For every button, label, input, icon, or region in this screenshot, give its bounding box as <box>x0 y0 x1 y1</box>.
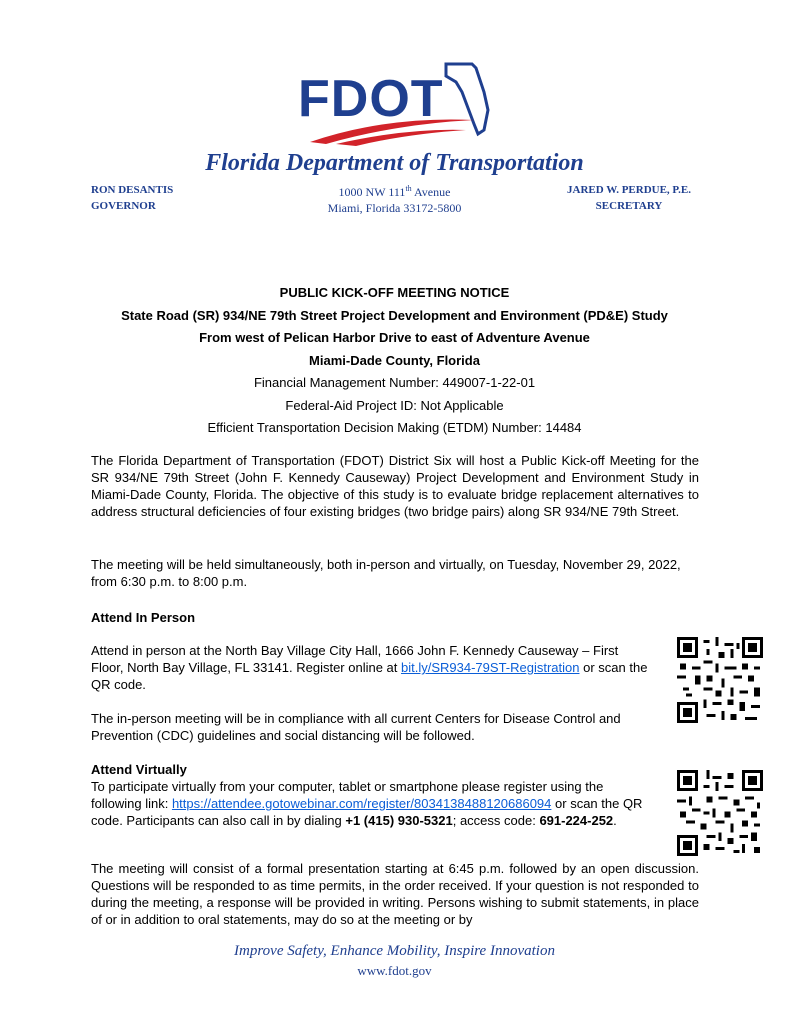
access-code: 691-224-252 <box>539 813 614 828</box>
secretary-title: SECRETARY <box>595 200 663 212</box>
address-line1: 1000 NW 111th Avenue <box>338 184 451 199</box>
virtual-paragraph: To participate virtually from your computer, tablet or smartphone please register using the following link: https://attendee.gotowebinar.com/register/8034138488120686094 or scan the QR code. Participants can also call in by dialing +1 (415) 930-5321; access code: 691-224-252. <box>91 779 643 828</box>
attend-in-person-heading: Attend In Person <box>91 610 196 625</box>
intro-paragraph: The Florida Department of Transportation (FDOT) District Six will host a Public Kick-off Meeting for the SR 934/NE 79th Street (John F. Kennedy Causeway) Project Development and Environment Study in Miami-Dade County, Florida. The objective of this study is to evaluate bridge replacement alternatives to address structural deficiencies of four existing bridges (two bridge pairs) along SR 934/NE 79th Street. <box>91 453 699 519</box>
logo-text: FDOT <box>298 70 444 128</box>
governor-name: RON DESANTIS <box>91 184 174 196</box>
notice-header <box>0 282 789 440</box>
project-name: State Road (SR) 934/NE 79th Street Project Development and Environment (PD&E) Study <box>121 307 668 323</box>
notice-title: PUBLIC KICK-OFF MEETING NOTICE <box>279 285 510 300</box>
project-limits: From west of Pelican Harbor Drive to east of Adventure Avenue <box>199 330 590 345</box>
etdm-number: Efficient Transportation Decision Making (ETDM) Number: 14484 <box>207 420 582 435</box>
attend-virtually-heading: Attend Virtually <box>91 762 187 777</box>
address-line2: Miami, Florida 33172-5800 <box>327 201 462 215</box>
registration-qr-code[interactable] <box>677 637 763 723</box>
cdc-paragraph: The in-person meeting will be in compliance with all current Centers for Disease Control and Prevention (CDC) guidelines and social distancing will be followed. <box>91 711 621 743</box>
in-person-paragraph: Attend in person at the North Bay Village City Hall, 1666 John F. Kennedy Causeway – First Floor, North Bay Village, FL 33141. Register online at bit.ly/SR934-79ST-Registration or scan the QR code. <box>91 643 648 692</box>
project-county: Miami-Dade County, Florida <box>309 352 480 368</box>
secretary-name: JARED W. PERDUE, P.E. <box>567 184 691 196</box>
agency-name: Florida Department of Transportation <box>205 150 584 176</box>
webinar-link[interactable]: https://attendee.gotowebinar.com/register/8034138488120686094 <box>171 796 552 811</box>
secretary-block <box>560 182 698 214</box>
closing-paragraph: The meeting will consist of a formal presentation starting at 6:45 p.m. followed by an open discussion. Questions will be responded to as time permits, in the order received. If your question is not responded to during the meeting, a response will be provided in writing. Persons wishing to submit statements, in place of or in addition to oral statements, may do so at the meeting or by <box>91 861 699 927</box>
virtual-qr-code[interactable] <box>677 770 763 856</box>
schedule-paragraph: The meeting will be held simultaneously, both in-person and virtually, on Tuesday, November 29, 2022, from 6:30 p.m. to 8:00 p.m. <box>91 557 681 589</box>
fm-number: Financial Management Number: 449007-1-22-01 <box>253 375 536 390</box>
footer-motto: Improve Safety, Enhance Mobility, Inspire Innovation <box>234 943 555 959</box>
registration-link[interactable]: bit.ly/SR934-79ST-Registration <box>401 660 580 675</box>
footer-url[interactable]: www.fdot.gov <box>357 963 432 978</box>
phone-number: +1 (415) 930-5321 <box>345 813 453 828</box>
fdot-logo <box>296 58 496 146</box>
governor-title: GOVERNOR <box>91 200 156 212</box>
federal-aid-id: Federal-Aid Project ID: Not Applicable <box>285 397 504 413</box>
